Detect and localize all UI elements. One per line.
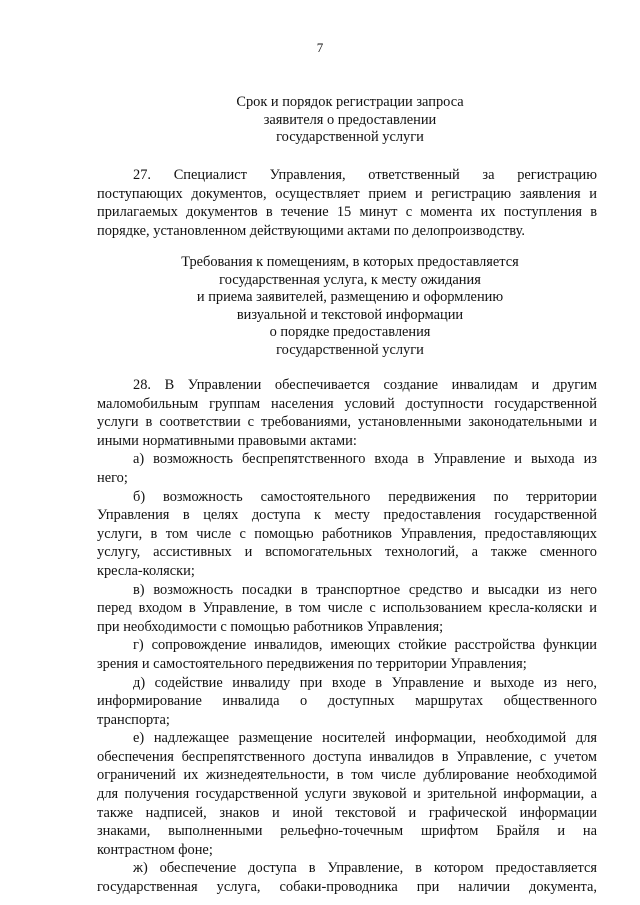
list-item-v: перед входом в Управление, в том числе с использованием кресла-коляски и	[97, 600, 597, 617]
list-item-e: также надписей, знаков и иной текстовой и графической информации	[97, 804, 597, 821]
list-item-g: г) сопровождение инвалидов, имеющих стойкие расстройства функции	[133, 637, 597, 654]
list-item-v: в) возможность посадки в транспортное средство и высадки из него	[133, 581, 597, 598]
paragraph-27	[97, 166, 597, 240]
paragraph-line: 28. В Управлении обеспечивается создание инвалидам и другим	[133, 377, 597, 393]
list-item-zh: государственная услуга, собаки-проводника при наличии документа,	[97, 879, 597, 896]
section-heading-premises	[100, 254, 600, 359]
heading-line: и приема заявителей, размещению и оформлению	[196, 289, 504, 305]
list-item-a: а) возможность беспрепятственного входа в Управление и выхода из	[133, 451, 597, 468]
list-item-e: обеспечения беспрепятственного доступа инвалидов в Управление, с учетом	[97, 748, 597, 765]
list-item-e: знаками, выполненными рельефно-точечным шрифтом Брайля и на	[97, 823, 597, 840]
heading-line: государственная услуга, к месту ожидания	[219, 271, 481, 288]
heading-line: государственной услуги	[276, 129, 424, 145]
heading-line: заявителя о предоставлении	[263, 111, 437, 128]
paragraph-line: поступающих документов, осуществляет прием и регистрацию заявления и	[97, 185, 597, 202]
list-item-b: услугу, ассистивных и вспомогательных технологий, а также сменного	[97, 544, 597, 561]
heading-line: государственной услуги	[276, 341, 424, 358]
list-item-b: кресла-коляски;	[97, 562, 195, 579]
list-item-b: Управления в целях доступа к месту предоставления государственной	[97, 507, 597, 524]
list-item-e: ограничений их жизнедеятельности, в том числе дублирование необходимой	[97, 767, 597, 784]
paragraph-line: иными нормативными правовыми актами:	[97, 432, 357, 449]
list-item-zh: ж) обеспечение доступа в Управление, в котором предоставляется	[133, 860, 597, 877]
list-item-v: при необходимости с помощью работников Управления;	[97, 618, 444, 635]
heading-line: о порядке предоставления	[269, 324, 431, 340]
page-number: 7	[316, 40, 324, 55]
list-item-e: для получения государственной услуги звуковой и зрительной информации, а	[97, 786, 597, 803]
paragraph-line: порядке, установленном действующими актами по делопроизводству.	[97, 222, 525, 239]
list-item-e: контрастном фоне;	[97, 841, 213, 858]
section-heading-registration	[100, 94, 600, 147]
list-item-d: транспорта;	[97, 711, 170, 728]
paragraph-line: маломобильным группам населения условий доступности государственной	[97, 395, 597, 412]
list-item-b: услуги, в том числе с помощью работников Управления, предоставляющих	[97, 525, 597, 542]
heading-line: Срок и порядок регистрации запроса	[236, 94, 464, 110]
paragraph-28	[97, 376, 597, 897]
list-item-b: б) возможность самостоятельного передвижения по территории	[133, 488, 597, 505]
heading-line: Требования к помещениям, в которых предоставляется	[181, 254, 519, 270]
list-item-d: информирование инвалида о доступных маршрутах общественного	[97, 693, 597, 710]
heading-line: визуальной и текстовой информации	[236, 306, 464, 323]
list-item-g: зрения и самостоятельного передвижения по территории Управления;	[97, 655, 527, 672]
list-item-d: д) содействие инвалиду при входе в Управление и выходе из него,	[133, 674, 597, 691]
paragraph-line: 27. Специалист Управления, ответственный за регистрацию	[133, 167, 597, 183]
list-item-a: него;	[97, 469, 128, 486]
paragraph-line: прилагаемых документов в течение 15 минут с момента их поступления в	[97, 204, 597, 221]
paragraph-line: услуги в соответствии с требованиями, установленными законодательными и	[97, 414, 597, 431]
list-item-e: е) надлежащее размещение носителей информации, необходимой для	[133, 730, 597, 747]
